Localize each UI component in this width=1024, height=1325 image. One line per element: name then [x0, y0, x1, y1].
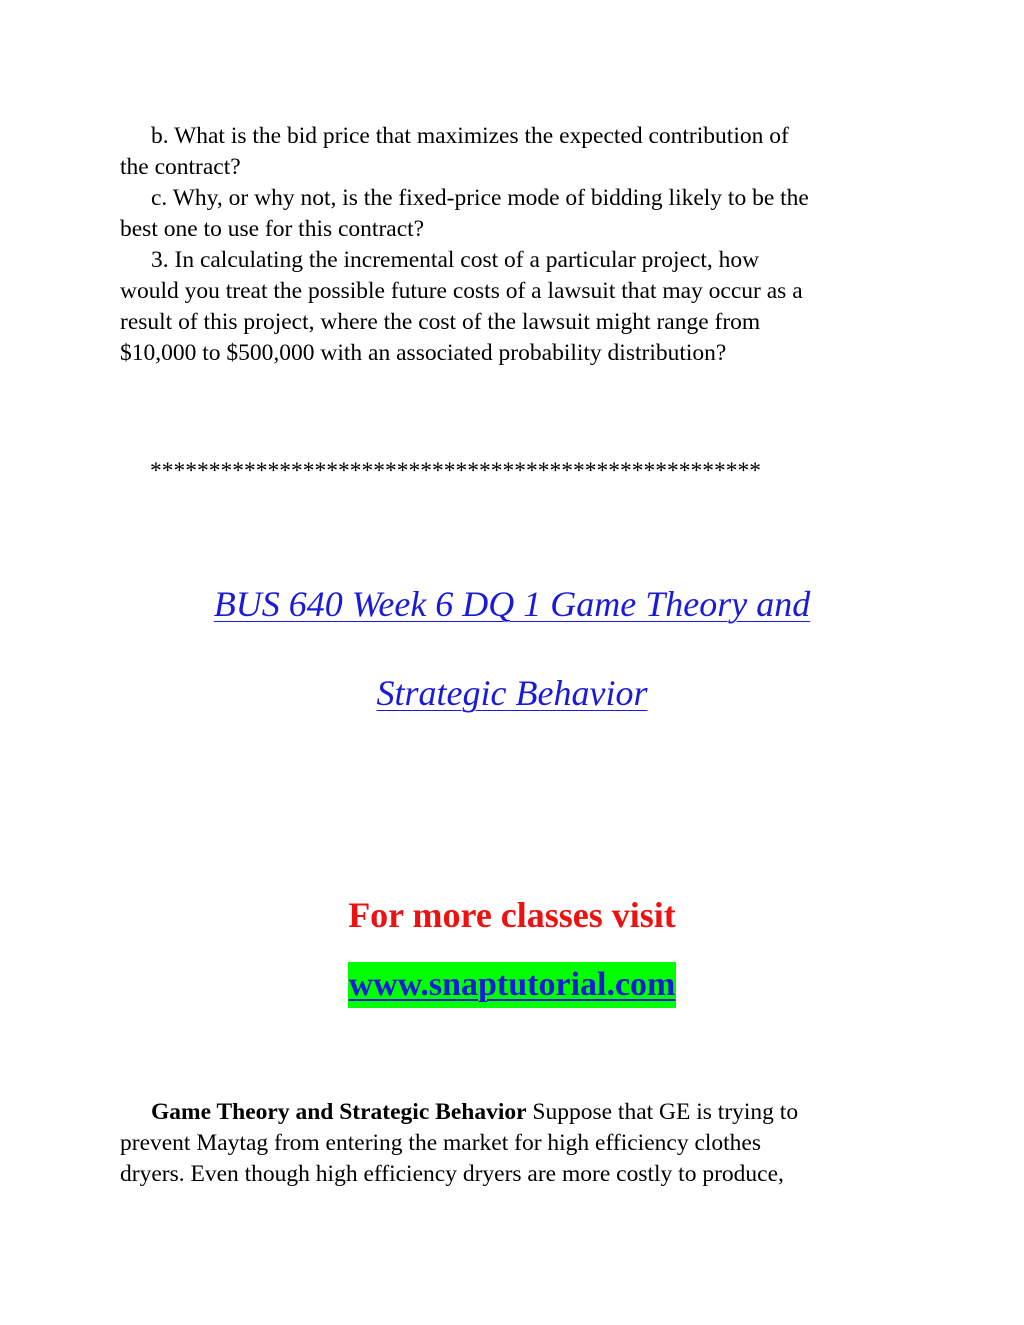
- body-paragraph: [120, 1097, 920, 1190]
- question-b-line-2: the contract?: [120, 154, 241, 180]
- asterisk-separator: ****************************************************: [150, 458, 761, 484]
- promo-site-container: [0, 962, 1024, 1008]
- question-3-line-1: 3. In calculating the incremental cost of a particular project, how: [151, 247, 760, 273]
- question-b-line-1: b. What is the bid price that maximizes the expected contribution of: [151, 123, 789, 149]
- body-paragraph-line-2: prevent Maytag from entering the market for high efficiency clothes: [120, 1130, 762, 1156]
- promo-visit-text: For more classes visit: [348, 895, 676, 935]
- question-text-block: [120, 121, 920, 369]
- snaptutorial-link[interactable]: www.snaptutorial.com: [348, 962, 677, 1008]
- question-3-line-3: result of this project, where the cost of the lawsuit might range from: [120, 309, 761, 335]
- question-3-line-4: $10,000 to $500,000 with an associated probability distribution?: [120, 340, 727, 366]
- course-title-link-line-1[interactable]: BUS 640 Week 6 DQ 1 Game Theory and: [213, 584, 811, 624]
- body-paragraph-line-1-rest: Suppose that GE is trying to: [526, 1099, 799, 1125]
- course-title-link-line-2[interactable]: Strategic Behavior: [376, 673, 648, 713]
- body-paragraph-line-1: [120, 1097, 920, 1128]
- body-paragraph-line-3: dryers. Even though high efficiency dryers are more costly to produce,: [120, 1161, 784, 1187]
- question-c-line-1: c. Why, or why not, is the fixed-price mode of bidding likely to be the: [151, 185, 809, 211]
- question-3-line-2: would you treat the possible future costs of a lawsuit that may occur as a: [120, 278, 803, 304]
- body-paragraph-bold-lead: Game Theory and Strategic Behavior: [151, 1099, 527, 1125]
- question-c-line-2: best one to use for this contract?: [120, 216, 425, 242]
